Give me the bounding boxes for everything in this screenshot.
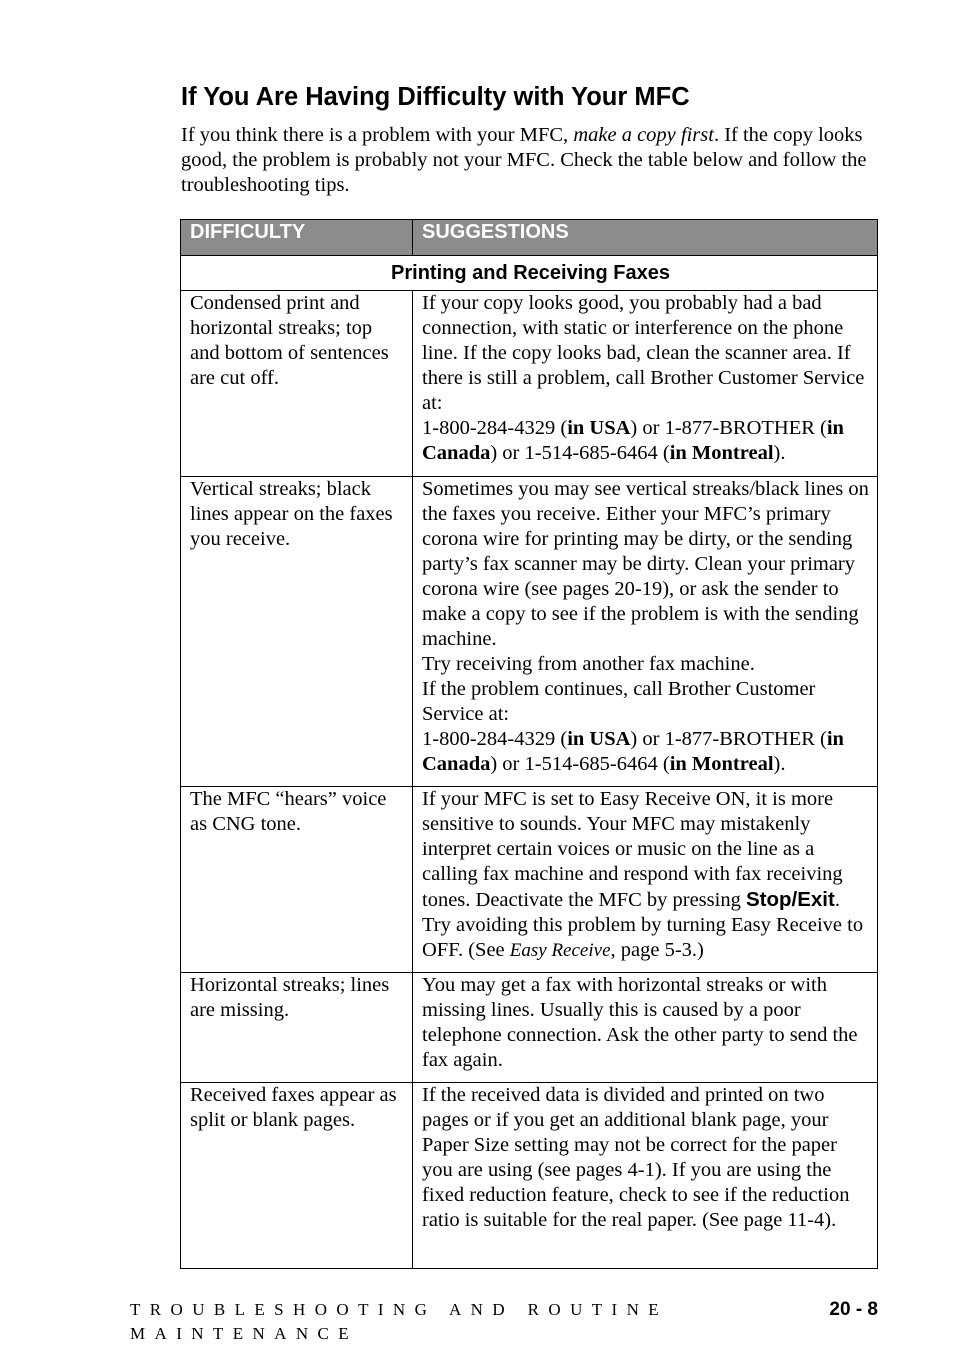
phone-canada: ) or 1-877-BROTHER ( bbox=[630, 728, 827, 750]
suggestion-text: If your MFC is set to Easy Receive ON, it is more sensitive to sounds. Your MFC may mistakenly interpret certain voices or music on the line as a calling fax machine and respond with fax receiving tones. Deactivate the MFC by pressing bbox=[422, 788, 843, 911]
suggestion-cell: You may get a fax with horizontal streaks or with missing lines. Usually this is caused by a poor telephone connection. Ask the other party to send the fax again. bbox=[413, 973, 878, 1083]
phone-montreal: ) or 1-514-685-6464 ( bbox=[490, 442, 670, 464]
table-row bbox=[181, 477, 878, 787]
difficulty-cell: Vertical streaks; black lines appear on the faxes you receive. bbox=[181, 477, 413, 787]
region-canada: in Canada bbox=[422, 728, 844, 775]
intro-emphasis: make a copy first bbox=[573, 124, 714, 146]
suggestion-continues: If the problem continues, call Brother Customer Service at: bbox=[422, 678, 816, 725]
section-row bbox=[181, 256, 878, 291]
reference-page: , page 5-3.) bbox=[610, 939, 704, 961]
table-header-row bbox=[181, 220, 878, 256]
difficulty-cell: Condensed print and horizontal streaks; top and bottom of sentences are cut off. bbox=[181, 291, 413, 477]
suggestion-try: Try receiving from another fax machine. bbox=[422, 653, 755, 675]
column-header-difficulty: DIFFICULTY bbox=[181, 220, 413, 256]
region-montreal: in Montreal bbox=[669, 442, 774, 464]
page-title: If You Are Having Difficulty with Your MFC bbox=[181, 83, 690, 111]
intro-text-end: . If the copy looks good, the problem is probably not your MFC. Check the table below and follow the troubleshooting tips. bbox=[181, 124, 867, 196]
phone-montreal: ) or 1-514-685-6464 ( bbox=[490, 753, 670, 775]
suggestion-text: If your copy looks good, you probably had a bad connection, with static or interference on the phone line. If the copy looks bad, clean the scanner area. If there is still a problem, call Brother Customer Service at: bbox=[422, 292, 865, 414]
column-header-suggestions: SUGGESTIONS bbox=[413, 220, 878, 256]
phone-usa: 1-800-284-4329 ( bbox=[422, 728, 568, 750]
suggestion-cell: If the received data is divided and printed on two pages or if you get an additional blank page, your Paper Size setting may not be correct for the paper you are using (see pages 4-1). If you are using the fixed reduction feature, check to see if the reduction ratio is suitable for the real paper. (See page 11-4). bbox=[413, 1083, 878, 1269]
intro-paragraph bbox=[181, 123, 881, 198]
suggestion-cell bbox=[413, 477, 878, 787]
troubleshooting-table bbox=[180, 219, 878, 1269]
page-number: 20 - 8 bbox=[829, 1299, 878, 1320]
phone-canada: ) or 1-877-BROTHER ( bbox=[630, 417, 827, 439]
region-usa: in USA bbox=[567, 728, 631, 750]
suggestion-text: Sometimes you may see vertical streaks/black lines on the faxes you receive. Either your MFC’s primary corona wire for printing may be dirty, or the sending party’s fax scanner may be dirty. Clean your primary corona wire (see pages 20-19), or ask the sender to make a copy to see if the problem is with the sending machine. bbox=[422, 478, 869, 650]
intro-text: If you think there is a problem with your MFC, bbox=[181, 124, 574, 146]
phone-end: ). bbox=[773, 442, 786, 464]
phone-end: ). bbox=[773, 753, 786, 775]
table-row bbox=[181, 787, 878, 973]
difficulty-cell: Horizontal streaks; lines are missing. bbox=[181, 973, 413, 1083]
phone-usa: 1-800-284-4329 ( bbox=[422, 417, 568, 439]
footer-section-label: TROUBLESHOOTING AND ROUTINE MAINTENANCE bbox=[130, 1300, 669, 1343]
stop-exit-key: Stop/Exit bbox=[745, 888, 835, 911]
table-row bbox=[181, 1083, 878, 1269]
suggestion-cell bbox=[413, 291, 878, 477]
page-footer bbox=[130, 1298, 878, 1346]
difficulty-cell: Received faxes appear as split or blank pages. bbox=[181, 1083, 413, 1269]
table-row bbox=[181, 291, 878, 477]
section-heading: Printing and Receiving Faxes bbox=[181, 256, 878, 291]
suggestion-text-after-key: . Try avoiding this problem by turning Easy Receive to OFF. (See bbox=[422, 889, 864, 961]
region-montreal: in Montreal bbox=[669, 753, 774, 775]
table-row bbox=[181, 973, 878, 1083]
suggestion-cell bbox=[413, 787, 878, 973]
easy-receive-reference: Easy Receive bbox=[509, 940, 611, 961]
region-canada: in Canada bbox=[422, 417, 844, 464]
difficulty-cell: The MFC “hears” voice as CNG tone. bbox=[181, 787, 413, 973]
region-usa: in USA bbox=[567, 417, 631, 439]
